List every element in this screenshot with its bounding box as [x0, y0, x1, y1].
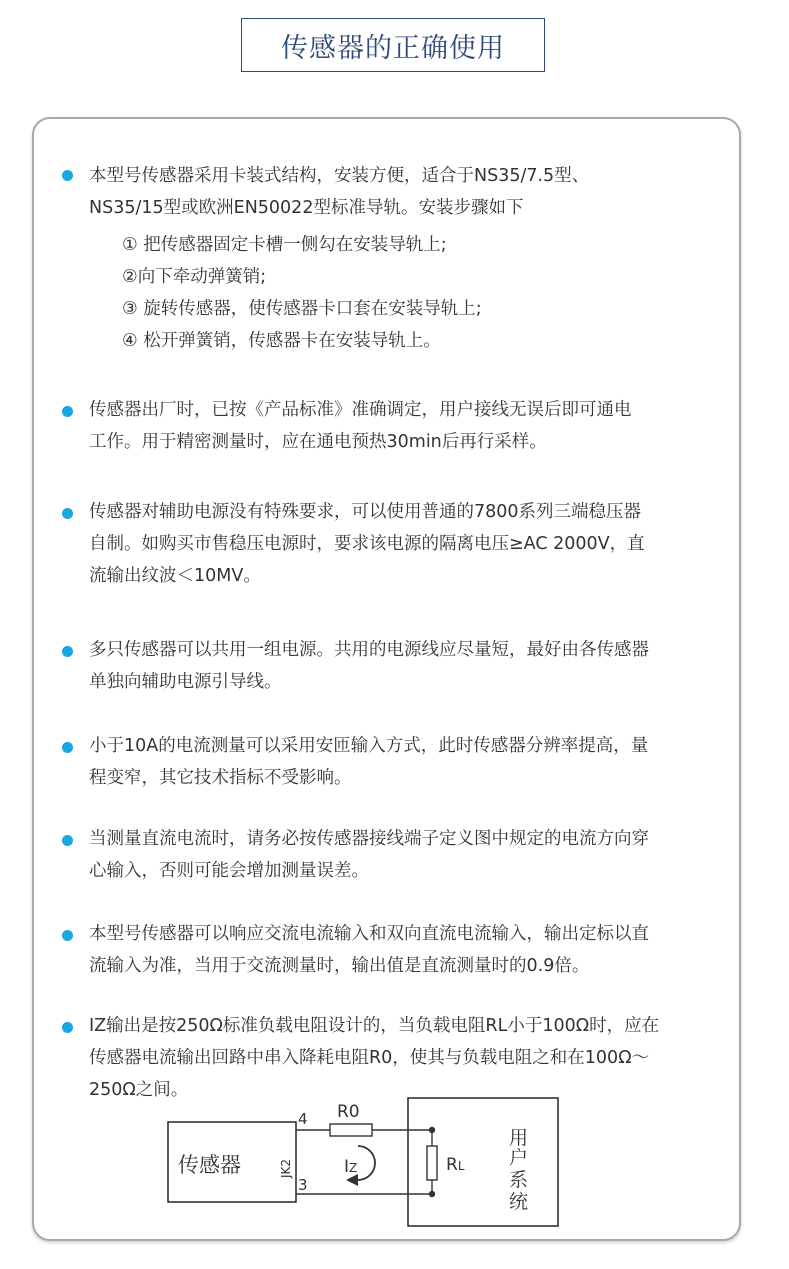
user-system-char: 户 [509, 1147, 529, 1169]
list-item-line: 流输出纹波＜10MV。 [89, 566, 261, 586]
list-item-line: 小于10A的电流测量可以采用安匝输入方式，此时传感器分辨率提高，量 [89, 736, 649, 756]
list-item-line: 心输入，否则可能会增加测量误差。 [89, 861, 369, 881]
list-item-line: 流输入为准，当用于交流测量时，输出值是直流测量时的0.9倍。 [89, 956, 590, 976]
user-system-char: 用 [509, 1127, 529, 1149]
bullet-dot-icon [62, 508, 73, 519]
bullet-dot-icon [62, 742, 73, 753]
pin-bottom-label: 3 [298, 1176, 308, 1194]
list-item-line: 工作。用于精密测量时，应在通电预热30min后再行采样。 [89, 432, 547, 452]
bullet-dot-icon [62, 170, 73, 181]
list-item-line: 传感器电流输出回路中串入降耗电阻R0，使其与负载电阻之和在100Ω～ [89, 1048, 650, 1068]
install-step: ②向下牵动弹簧销; [122, 267, 267, 287]
connector-label: JK2 [279, 1158, 293, 1178]
bullet-dot-icon [62, 1022, 73, 1033]
install-step: ④ 松开弹簧销，传感器卡在安装导轨上。 [122, 331, 441, 351]
bullet-dot-icon [62, 646, 73, 657]
list-item-line: NS35/15型或欧洲EN50022型标准导轨。安装步骤如下 [89, 198, 524, 218]
bullet-dot-icon [62, 835, 73, 846]
bullet-dot-icon [62, 930, 73, 941]
list-item-line: 250Ω之间。 [89, 1080, 189, 1100]
list-item-line: IZ输出是按250Ω标准负载电阻设计的，当负载电阻RL小于100Ω时，应在 [89, 1016, 660, 1036]
install-step: ① 把传感器固定卡槽一侧勾在安装导轨上; [122, 235, 447, 255]
list-item-line: 本型号传感器可以响应交流电流输入和双向直流电流输入，输出定标以直 [89, 924, 649, 944]
current-arc [358, 1146, 375, 1180]
load-resistor-rl [427, 1146, 437, 1180]
list-item-line: 本型号传感器采用卡装式结构，安装方便，适合于NS35/7.5型、 [89, 166, 590, 186]
junction-top-dot [429, 1127, 435, 1133]
list-item-line: 当测量直流电流时，请务必按传感器接线端子定义图中规定的电流方向穿 [89, 829, 649, 849]
list-item-line: 单独向辅助电源引导线。 [89, 672, 282, 692]
junction-bottom-dot [429, 1191, 435, 1197]
list-item-line: 程变窄，其它技术指标不受影响。 [89, 768, 352, 788]
load-label: RL [446, 1155, 465, 1175]
current-label: IZ [344, 1157, 358, 1177]
list-item-line: 传感器出厂时，已按《产品标准》准确调定，用户接线无误后即可通电 [89, 400, 632, 420]
user-system-char: 统 [509, 1191, 529, 1213]
resistor-r0-label: R0 [337, 1102, 360, 1122]
user-system-box [408, 1098, 558, 1226]
user-system-char: 系 [509, 1169, 529, 1191]
list-item-line: 传感器对辅助电源没有特殊要求，可以使用普通的7800系列三端稳压器 [89, 502, 642, 522]
sensor-label: 传感器 [178, 1153, 241, 1177]
page-title: 传感器的正确使用 [241, 18, 545, 72]
wiring-diagram [160, 1092, 562, 1230]
pin-top-label: 4 [298, 1110, 308, 1128]
bullet-dot-icon [62, 406, 73, 417]
resistor-r0 [330, 1124, 372, 1136]
install-step: ③ 旋转传感器，使传感器卡口套在安装导轨上; [122, 299, 482, 319]
list-item-line: 自制。如购买市售稳压电源时，要求该电源的隔离电压≥AC 2000V，直 [89, 534, 645, 554]
list-item-line: 多只传感器可以共用一组电源。共用的电源线应尽量短，最好由各传感器 [89, 640, 649, 660]
